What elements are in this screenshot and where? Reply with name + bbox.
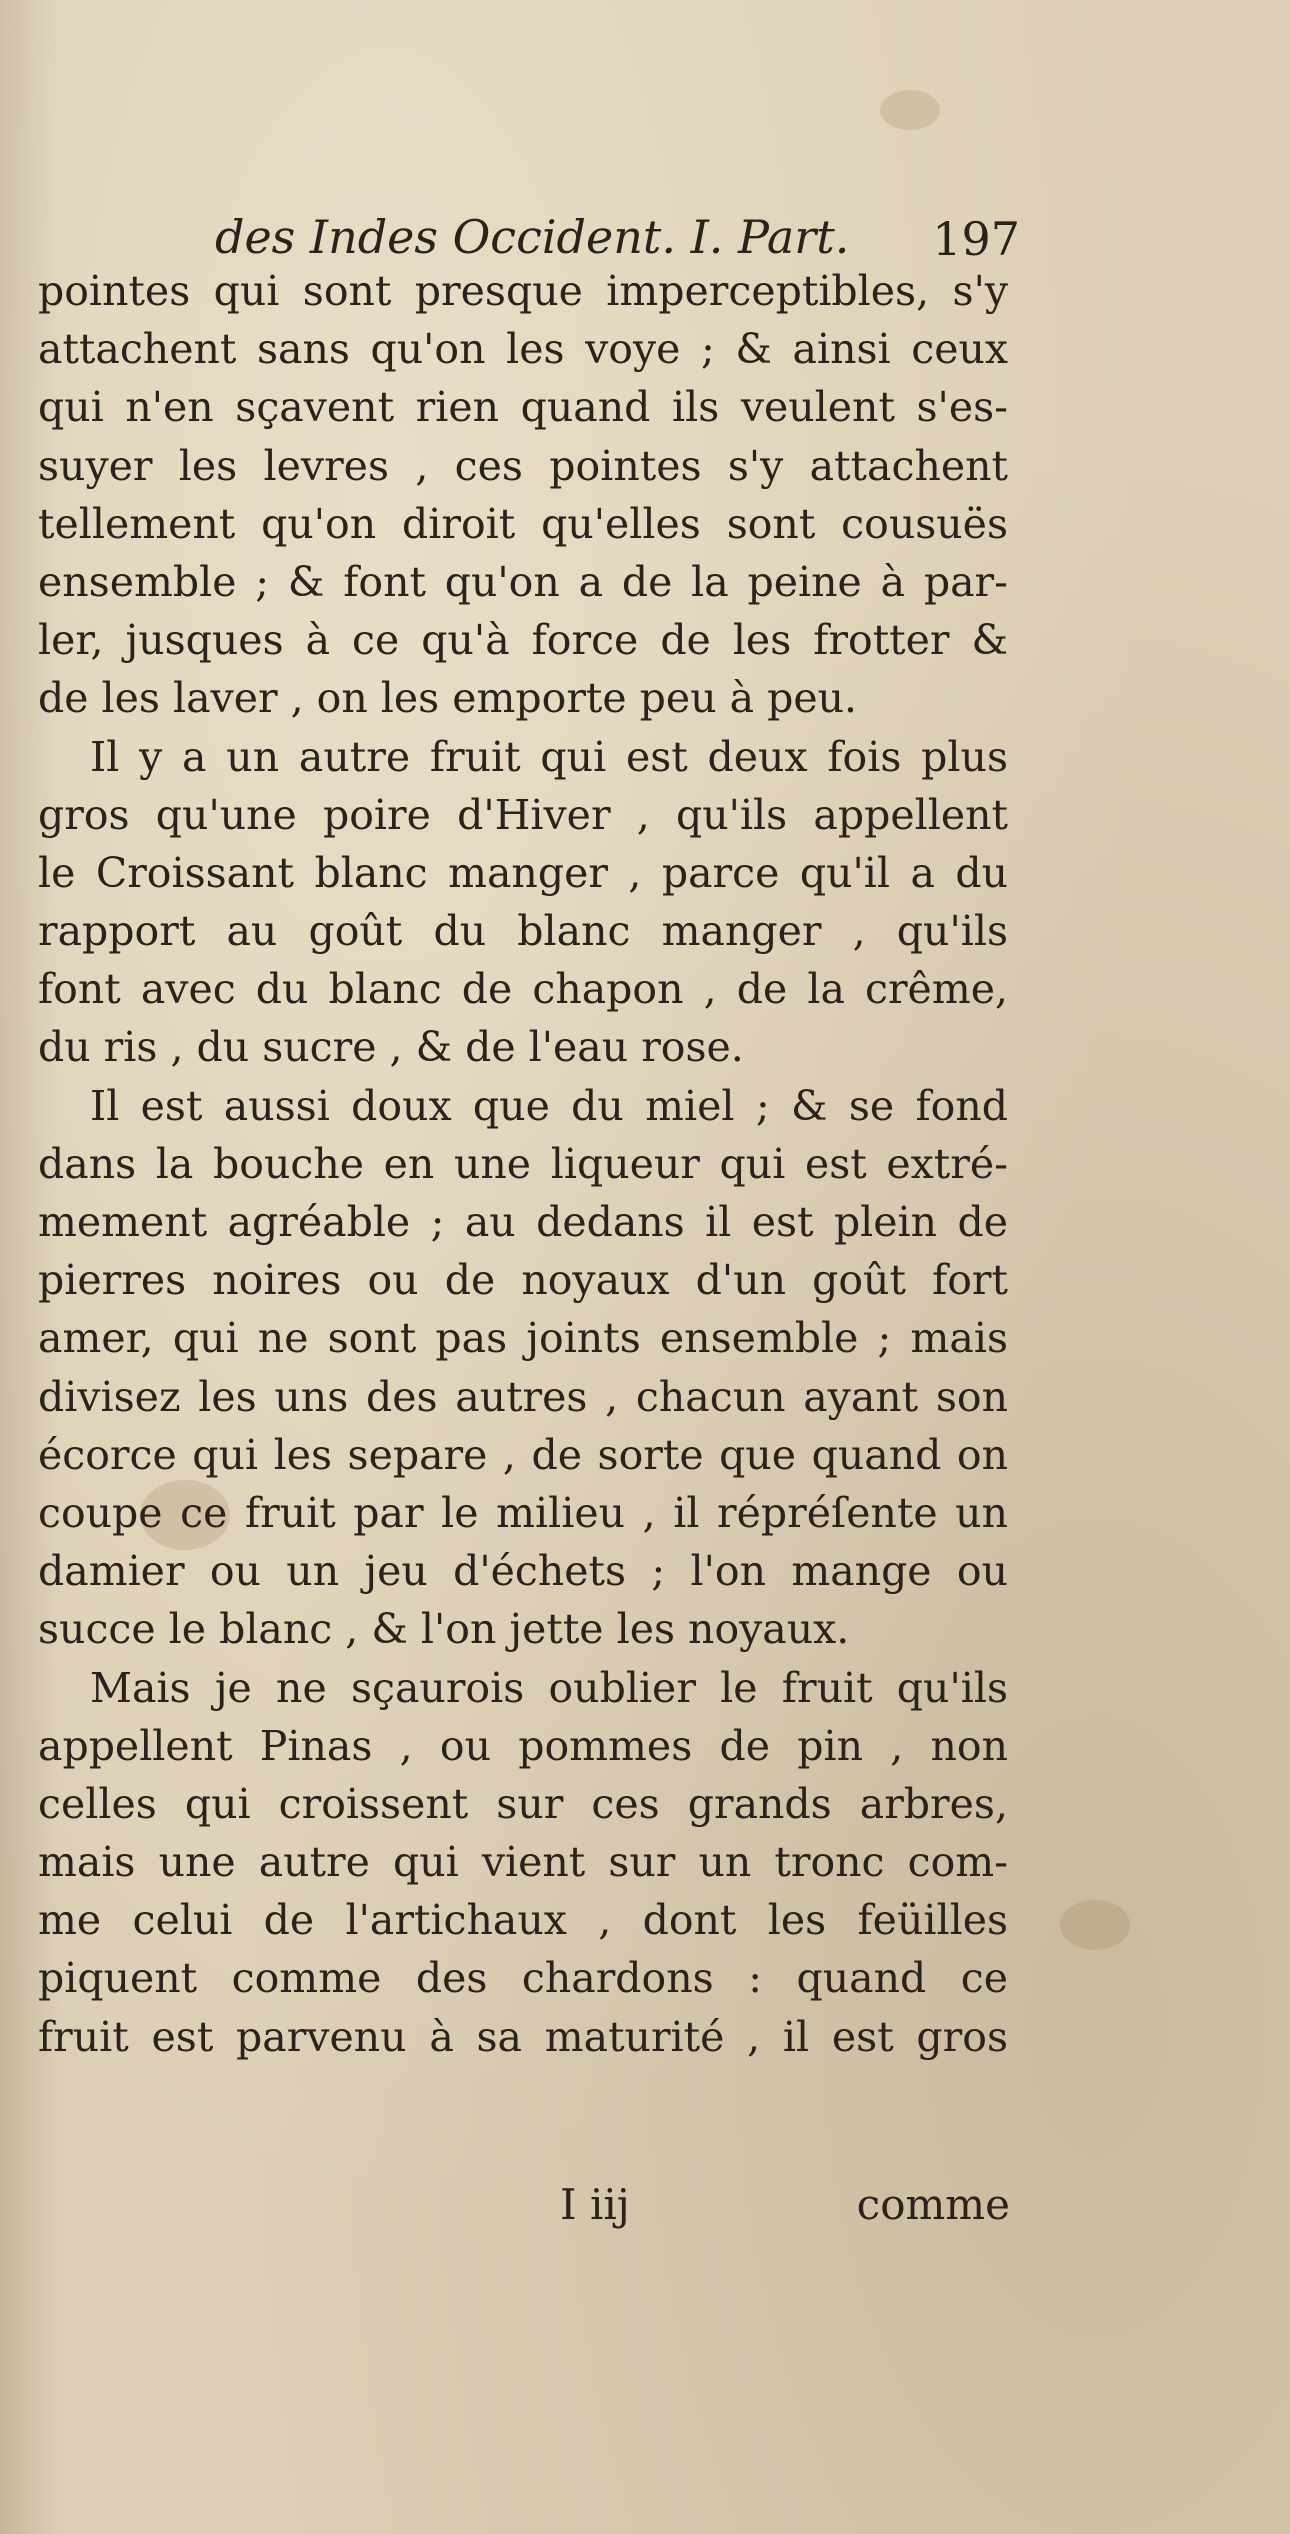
text-line: font avec du blanc de chapon , de la crême, [38, 965, 1008, 1014]
signature-mark: I iij [560, 2180, 630, 2229]
text-line: amer, qui ne sont pas joints ensemble ; mais [38, 1314, 1008, 1363]
text-line: suyer les levres , ces pointes s'y attachent [38, 441, 1008, 490]
text-line: dans la bouche en une liqueur qui est extré- [38, 1139, 1008, 1188]
text-line: Mais je ne sçaurois oublier le fruit qu'ils [90, 1663, 1008, 1712]
text-line: écorce qui les separe , de sorte que quand on [38, 1430, 1008, 1479]
page-footer [560, 2180, 1010, 2240]
text-line: attachent sans qu'on les voye ; & ainsi ceux [38, 325, 1008, 374]
text-line: celles qui croissent sur ces grands arbres, [38, 1779, 1008, 1828]
text-line: gros qu'une poire d'Hiver , qu'ils appellent [38, 790, 1008, 839]
page-number: 197 [932, 212, 1020, 266]
text-line: divisez les uns des autres , chacun ayant son [38, 1372, 1008, 1421]
text-line: ensemble ; & font qu'on a de la peine à par- [38, 557, 1008, 606]
text-line: Il y a un autre fruit qui est deux fois plus [90, 732, 1008, 781]
text-line: le Croissant blanc manger , parce qu'il a du [38, 848, 1008, 897]
text-line: succe le blanc , & l'on jette les noyaux. [38, 1605, 850, 1654]
text-line: rapport au goût du blanc manger , qu'ils [38, 907, 1008, 956]
paper-stain [880, 90, 940, 130]
text-line: coupe ce fruit par le milieu , il répréſente un [38, 1488, 1008, 1537]
page-header [215, 210, 1020, 270]
text-line: mement agréable ; au dedans il est plein de [38, 1198, 1008, 1246]
body-text [38, 262, 1008, 2066]
text-line: damier ou un jeu d'échets ; l'on mange ou [38, 1547, 1008, 1596]
text-line: piquent comme des chardons : quand ce [38, 1954, 1008, 2003]
text-line: de les laver , on les emporte peu à peu. [38, 674, 858, 723]
catchword: comme [856, 2180, 1010, 2229]
text-line: pointes qui sont presque imperceptibles, s'y [38, 267, 1008, 315]
text-line: pierres noires ou de noyaux d'un goût fort [38, 1256, 1008, 1305]
text-line: fruit est parvenu à sa maturité , il est gros [38, 2012, 1008, 2061]
text-line: qui n'en sçavent rien quand ils veulent s'es- [38, 383, 1008, 432]
text-line: tellement qu'on diroit qu'elles sont cousuës [38, 499, 1008, 548]
running-head: des Indes Occident. I. Part. [215, 210, 850, 264]
text-line: appellent Pinas , ou pommes de pin , non [38, 1721, 1008, 1770]
text-line: ler, jusques à ce qu'à force de les frotter & [38, 616, 1008, 665]
text-line: Il est aussi doux que du miel ; & se fond [90, 1081, 1008, 1130]
text-line: me celui de l'artichaux , dont les feüilles [38, 1896, 1008, 1945]
paper-stain [1060, 1900, 1130, 1950]
text-line: mais une autre qui vient sur un tronc com- [38, 1838, 1008, 1887]
text-line: du ris , du sucre , & de l'eau rose. [38, 1023, 744, 1072]
